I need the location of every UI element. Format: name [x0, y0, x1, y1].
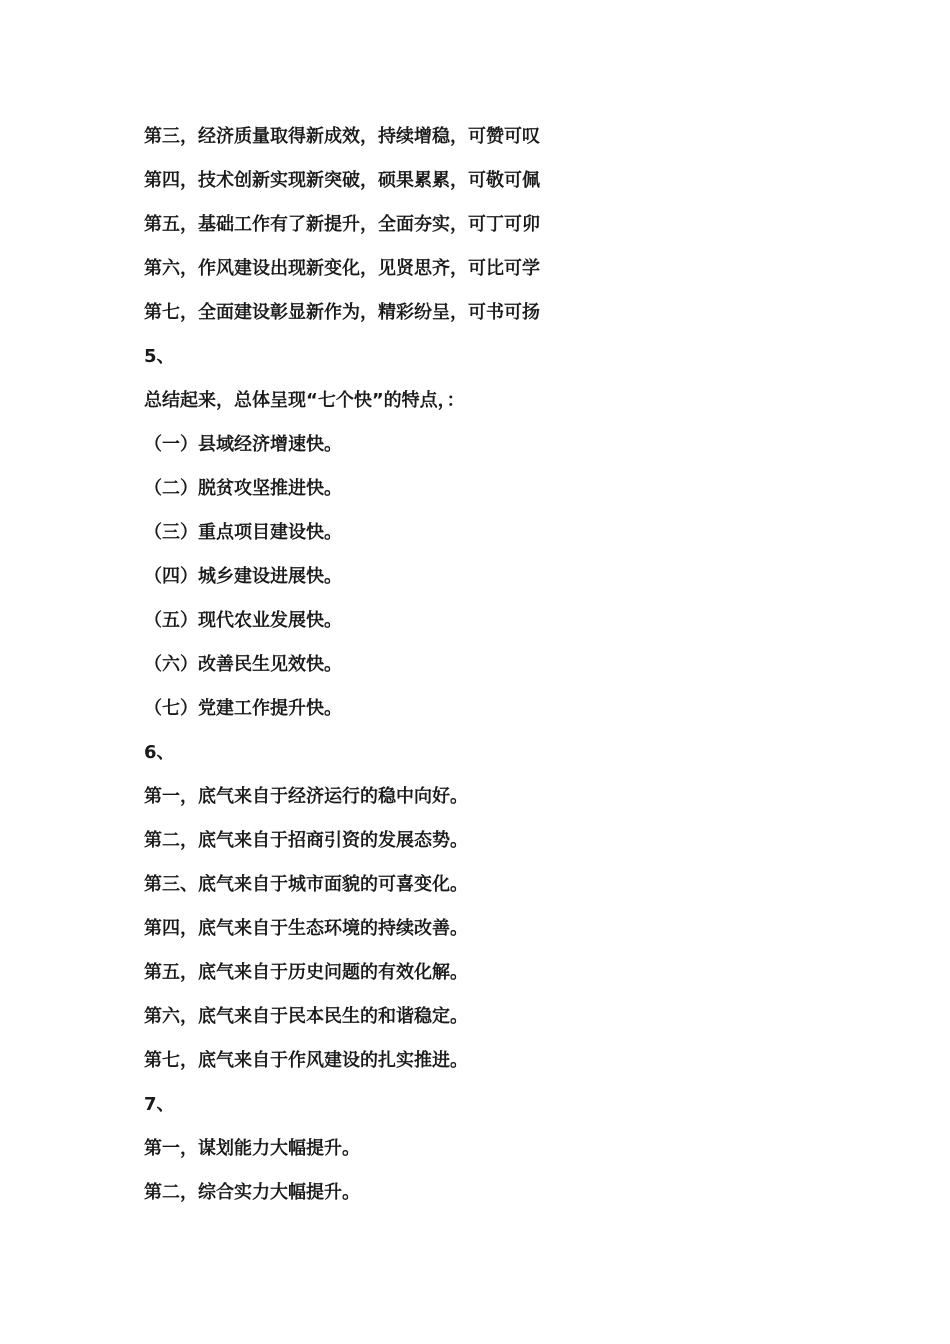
text-line: 第七，底气来自于作风建设的扎实推进。 — [144, 1050, 468, 1071]
list-item: （七）党建工作提升快。 — [144, 698, 342, 719]
list-item: （六）改善民生见效快。 — [144, 654, 342, 675]
text-line: 第五，基础工作有了新提升，全面夯实，可丁可卯 — [144, 214, 540, 235]
list-item: （五）现代农业发展快。 — [144, 610, 342, 631]
text-line: 第二，综合实力大幅提升。 — [144, 1182, 360, 1203]
text-line: 第一，谋划能力大幅提升。 — [144, 1138, 360, 1159]
section-number: 6、 — [144, 742, 175, 763]
text-line: 第一，底气来自于经济运行的稳中向好。 — [144, 786, 468, 807]
text-line: 第六，底气来自于民本民生的和谐稳定。 — [144, 1006, 468, 1027]
list-item: （三）重点项目建设快。 — [144, 522, 342, 543]
list-item: （二）脱贫攻坚推进快。 — [144, 478, 342, 499]
text-line: 第四，技术创新实现新突破，硕果累累，可敬可佩 — [144, 170, 540, 191]
text-line: 第四，底气来自于生态环境的持续改善。 — [144, 918, 468, 939]
text-line: 第三，经济质量取得新成效，持续增稳，可赞可叹 — [144, 126, 540, 147]
section-number: 5、 — [144, 346, 175, 367]
list-item: （四）城乡建设进展快。 — [144, 566, 342, 587]
section-number: 7、 — [144, 1094, 175, 1115]
text-line: 第七，全面建设彰显新作为，精彩纷呈，可书可扬 — [144, 302, 540, 323]
text-line: 第三、底气来自于城市面貌的可喜变化。 — [144, 874, 468, 895]
text-line: 第二，底气来自于招商引资的发展态势。 — [144, 830, 468, 851]
list-item: （一）县域经济增速快。 — [144, 434, 342, 455]
text-line: 总结起来，总体呈现“七个快”的特点，： — [144, 390, 465, 411]
text-line: 第六，作风建设出现新变化，见贤思齐，可比可学 — [144, 258, 540, 279]
text-line: 第五，底气来自于历史问题的有效化解。 — [144, 962, 468, 983]
